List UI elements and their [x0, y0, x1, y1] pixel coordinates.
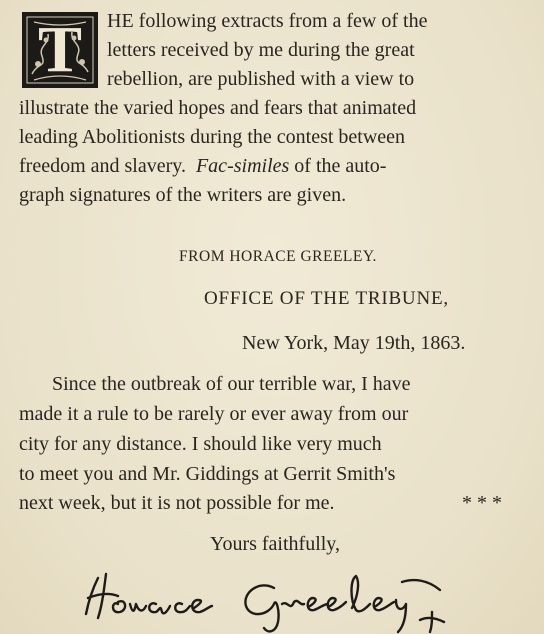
- ornamental-dropcap: [22, 12, 98, 88]
- letter-dateline: New York, May 19th, 1863.: [242, 332, 466, 354]
- intro-line-7: graph signatures of the writers are given.: [19, 184, 347, 206]
- letter-body-line-3: city for any distance. I should like very much: [19, 433, 382, 455]
- intro-line-5: leading Abolitionists during the contest between: [19, 126, 406, 148]
- dropcap-letter: T: [37, 13, 83, 86]
- letter-body-line-5: next week, but it is not possible for me.: [19, 492, 335, 514]
- intro-line-6-start: freedom and slavery.: [19, 155, 186, 177]
- intro-line-4: illustrate the varied hopes and fears that animated: [19, 97, 417, 119]
- intro-line-6-end: of the auto-: [294, 155, 387, 177]
- intro-line-3: rebellion, are published with a view to: [107, 68, 415, 90]
- intro-line-2: letters received by me during the great: [107, 39, 415, 61]
- ellipsis-asterisks: * * *: [462, 492, 502, 514]
- letter-closing: Yours faithfully,: [210, 533, 341, 555]
- letter-body-line-1: Since the outbreak of our terrible war, I have: [52, 373, 411, 395]
- letter-heading: FROM HORACE GREELEY.: [179, 248, 377, 265]
- fac-similes-italic: Fac-similes: [195, 155, 290, 177]
- letter-office: OFFICE OF THE TRIBUNE,: [204, 288, 449, 309]
- intro-line-6: [19, 155, 386, 178]
- letter-body-line-4: to meet you and Mr. Giddings at Gerrit Smith's: [19, 463, 396, 485]
- intro-line-1: HE following extracts from a few of the: [107, 10, 428, 32]
- horace-greeley-signature: [84, 560, 544, 634]
- letter-body-line-2: made it a rule to be rarely or ever away from our: [19, 403, 409, 425]
